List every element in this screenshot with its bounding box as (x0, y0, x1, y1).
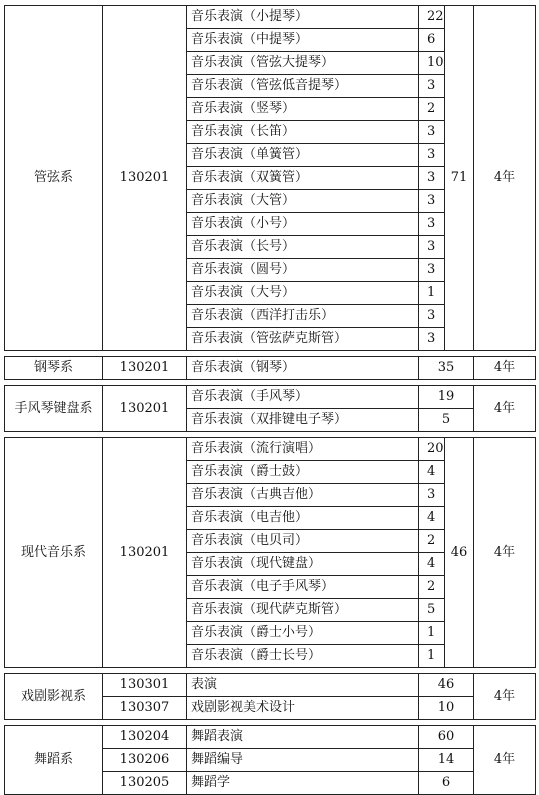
major-quota: 4 (419, 507, 445, 530)
major-quota: 3 (419, 75, 445, 98)
major-quota: 10 (419, 52, 445, 75)
major-name: 音乐表演（电子手风琴） (187, 576, 419, 599)
study-years: 4年 (474, 726, 536, 795)
major-quota: 3 (419, 213, 445, 236)
major-name: 音乐表演（双簧管） (187, 167, 419, 190)
major-code: 130301 (103, 674, 187, 697)
major-code: 130206 (103, 749, 187, 772)
study-years: 4年 (474, 674, 536, 720)
major-quota: 19 (419, 386, 474, 409)
major-quota: 4 (419, 553, 445, 576)
major-quota: 20 (419, 438, 445, 461)
major-quota: 1 (419, 282, 445, 305)
major-name: 音乐表演（西洋打击乐） (187, 305, 419, 328)
major-name: 音乐表演（现代键盘） (187, 553, 419, 576)
enrollment-table (4, 5, 536, 795)
major-name: 音乐表演（小提琴） (187, 6, 419, 29)
department-name: 舞蹈系 (5, 726, 103, 795)
major-name: 音乐表演（单簧管） (187, 144, 419, 167)
major-name: 舞蹈编导 (187, 749, 419, 772)
major-name: 戏剧影视美术设计 (187, 697, 419, 720)
major-quota: 3 (419, 305, 445, 328)
department-name: 钢琴系 (5, 357, 103, 380)
major-name: 音乐表演（古典吉他） (187, 484, 419, 507)
major-name: 舞蹈学 (187, 772, 419, 795)
major-name: 音乐表演（现代萨克斯管） (187, 599, 419, 622)
major-quota: 3 (419, 167, 445, 190)
major-name: 舞蹈表演 (187, 726, 419, 749)
major-quota: 3 (419, 121, 445, 144)
major-quota: 1 (419, 645, 445, 668)
study-years: 4年 (474, 438, 536, 668)
major-name: 音乐表演（管弦低音提琴） (187, 75, 419, 98)
major-quota: 46 (419, 674, 474, 697)
major-name: 音乐表演（手风琴） (187, 386, 419, 409)
table-row (5, 674, 536, 697)
major-quota: 22 (419, 6, 445, 29)
department-name: 戏剧影视系 (5, 674, 103, 720)
major-name: 音乐表演（长笛） (187, 121, 419, 144)
major-quota: 60 (419, 726, 474, 749)
major-quota: 35 (419, 357, 474, 380)
major-quota: 3 (419, 190, 445, 213)
study-years: 4年 (474, 386, 536, 432)
major-name: 音乐表演（电吉他） (187, 507, 419, 530)
major-name: 音乐表演（小号） (187, 213, 419, 236)
study-years: 4年 (474, 357, 536, 380)
major-name: 音乐表演（双排键电子琴） (187, 409, 419, 432)
table-row (5, 6, 536, 29)
department-name: 现代音乐系 (5, 438, 103, 668)
major-name: 音乐表演（圆号） (187, 259, 419, 282)
major-name: 音乐表演（管弦萨克斯管） (187, 328, 419, 351)
major-code: 130205 (103, 772, 187, 795)
major-name: 音乐表演（中提琴） (187, 29, 419, 52)
major-name: 音乐表演（爵士鼓） (187, 461, 419, 484)
major-name: 表演 (187, 674, 419, 697)
major-quota: 3 (419, 328, 445, 351)
table-row (5, 386, 536, 409)
major-code: 130307 (103, 697, 187, 720)
major-quota: 3 (419, 236, 445, 259)
major-quota: 3 (419, 144, 445, 167)
department-total: 71 (445, 6, 474, 351)
major-quota: 3 (419, 259, 445, 282)
major-quota: 1 (419, 622, 445, 645)
study-years: 4年 (474, 6, 536, 351)
major-code: 130201 (103, 357, 187, 380)
major-name: 音乐表演（电贝司） (187, 530, 419, 553)
major-quota: 5 (419, 409, 474, 432)
major-quota: 6 (419, 29, 445, 52)
major-name: 音乐表演（长号） (187, 236, 419, 259)
major-name: 音乐表演（大管） (187, 190, 419, 213)
major-quota: 14 (419, 749, 474, 772)
major-quota: 2 (419, 576, 445, 599)
major-quota: 2 (419, 530, 445, 553)
major-code: 130201 (103, 386, 187, 432)
major-quota: 5 (419, 599, 445, 622)
table-row (5, 438, 536, 461)
department-name: 管弦系 (5, 6, 103, 351)
major-name: 音乐表演（竖琴） (187, 98, 419, 121)
major-quota: 4 (419, 461, 445, 484)
major-quota: 2 (419, 98, 445, 121)
major-name: 音乐表演（钢琴） (187, 357, 419, 380)
major-code: 130201 (103, 438, 187, 668)
major-name: 音乐表演（大号） (187, 282, 419, 305)
major-code: 130204 (103, 726, 187, 749)
major-name: 音乐表演（爵士长号） (187, 645, 419, 668)
major-name: 音乐表演（管弦大提琴） (187, 52, 419, 75)
major-name: 音乐表演（流行演唱） (187, 438, 419, 461)
department-total: 46 (445, 438, 474, 668)
major-quota: 6 (419, 772, 474, 795)
table-row (5, 357, 536, 380)
major-quota: 3 (419, 484, 445, 507)
major-name: 音乐表演（爵士小号） (187, 622, 419, 645)
table-row (5, 726, 536, 749)
major-code: 130201 (103, 6, 187, 351)
department-name: 手风琴键盘系 (5, 386, 103, 432)
major-quota: 10 (419, 697, 474, 720)
